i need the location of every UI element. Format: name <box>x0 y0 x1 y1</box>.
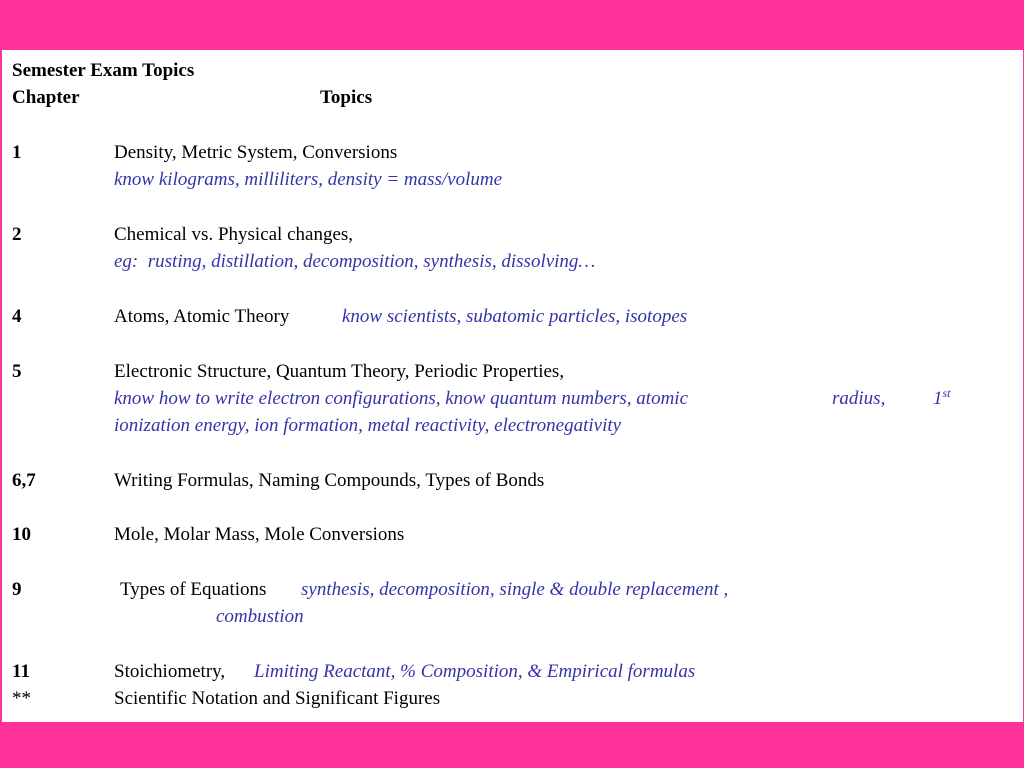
chapter-number: 5 <box>12 361 22 382</box>
topic-text: Chemical vs. Physical changes, <box>114 224 354 245</box>
top-banner <box>0 0 1024 50</box>
chapter-number: 11 <box>12 661 30 682</box>
page-title: Semester Exam Topics <box>12 60 195 81</box>
chapter-number: ** <box>12 688 31 709</box>
topic-note: 1st <box>933 386 951 409</box>
topic-note: know kilograms, milliliters, density = mass/volume <box>114 169 503 190</box>
column-header-topics: Topics <box>320 87 373 108</box>
topic-note: ionization energy, ion formation, metal reactivity, electronegativity <box>114 415 622 436</box>
slide-content <box>2 50 1023 722</box>
topic-text: Atoms, Atomic Theory <box>114 306 290 327</box>
superscript: st <box>942 386 951 400</box>
topic-text: Writing Formulas, Naming Compounds, Types of Bonds <box>114 470 545 491</box>
chapter-number: 10 <box>12 524 31 545</box>
chapter-number: 1 <box>12 142 22 163</box>
chapter-number: 4 <box>12 306 22 327</box>
topic-note: eg: rusting, distillation, decomposition, synthesis, dissolving… <box>114 251 596 272</box>
chapter-number: 2 <box>12 224 22 245</box>
topic-note: radius, <box>832 388 886 409</box>
topic-note: combustion <box>216 606 304 627</box>
topic-text: Scientific Notation and Significant Figures <box>114 688 441 709</box>
topic-note: synthesis, decomposition, single & double replacement , <box>301 579 729 600</box>
topic-note: Limiting Reactant, % Composition, & Empirical formulas <box>254 661 696 682</box>
topic-text: Types of Equations <box>120 579 267 600</box>
chapter-number: 6,7 <box>12 470 36 491</box>
topic-text: Density, Metric System, Conversions <box>114 142 398 163</box>
bottom-banner <box>0 722 1024 768</box>
topic-text: Mole, Molar Mass, Mole Conversions <box>114 524 405 545</box>
topic-text: Electronic Structure, Quantum Theory, Periodic Properties, <box>114 361 565 382</box>
topic-note: know scientists, subatomic particles, isotopes <box>342 306 688 327</box>
chapter-number: 9 <box>12 579 22 600</box>
topic-note: know how to write electron configurations, know quantum numbers, atomic <box>114 388 689 409</box>
column-header-chapter: Chapter <box>12 87 80 108</box>
topic-text: Stoichiometry, <box>114 661 226 682</box>
